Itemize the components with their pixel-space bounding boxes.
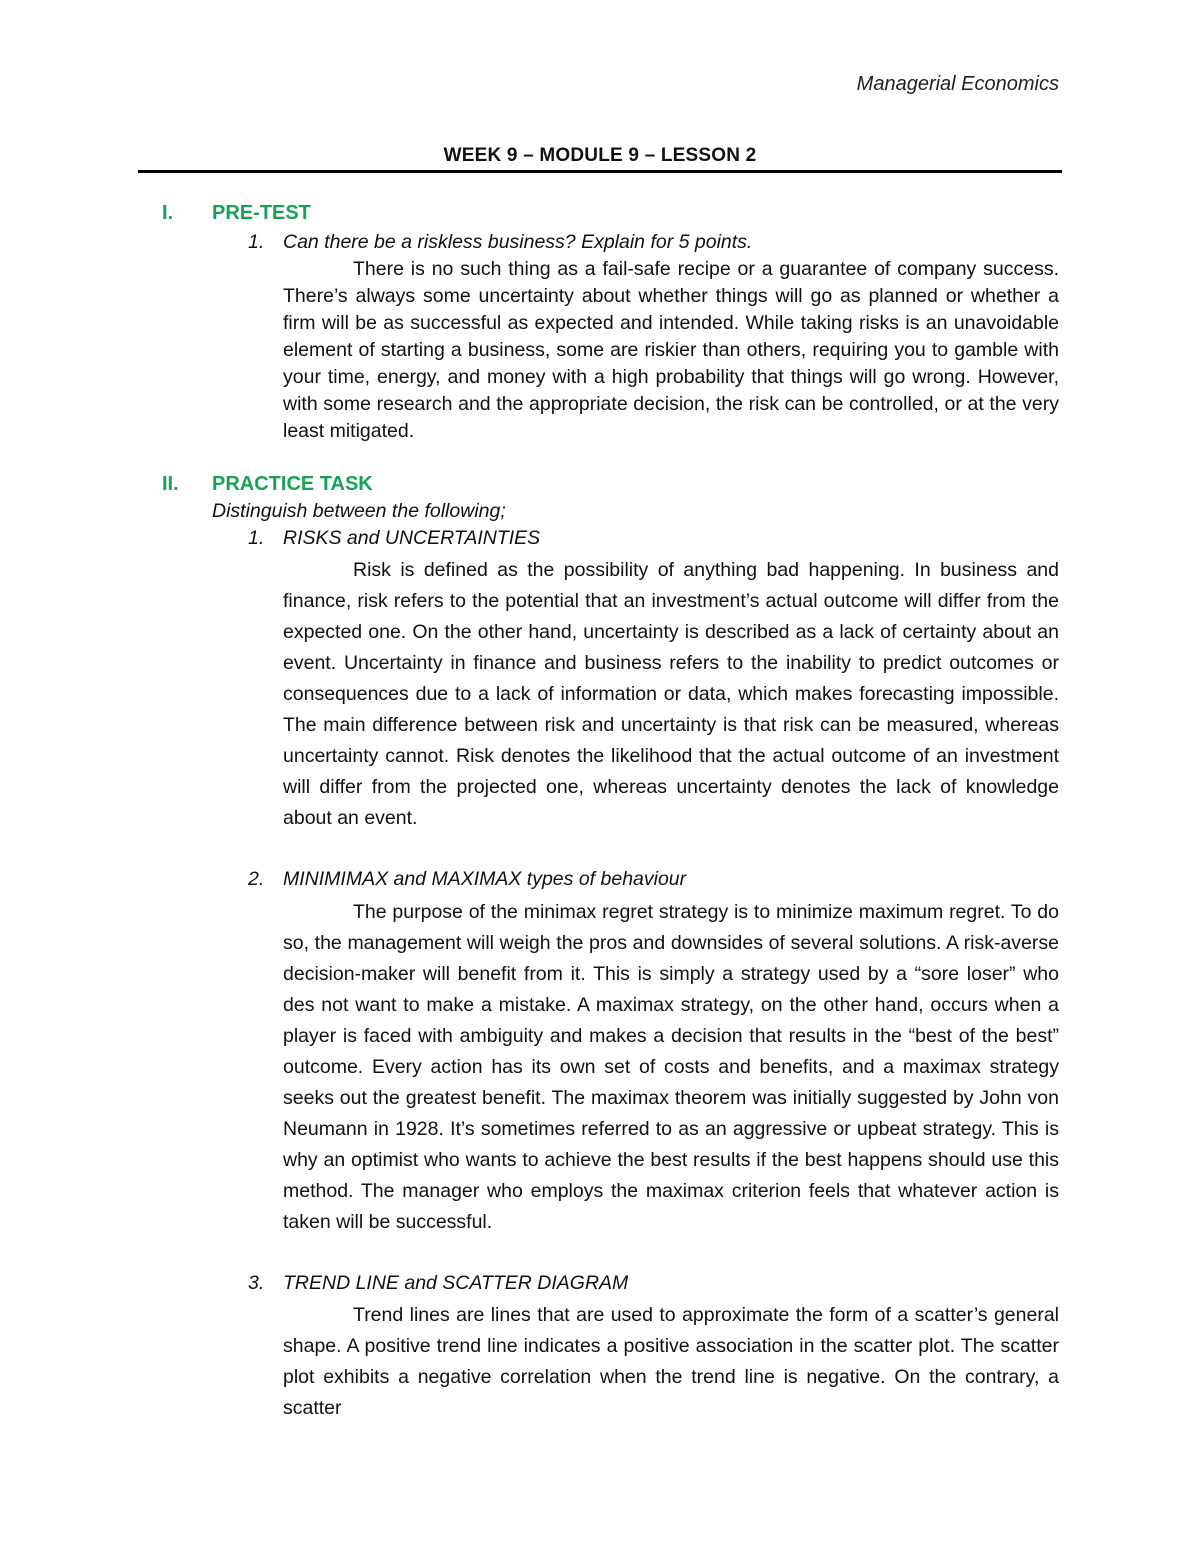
running-header: Managerial Economics bbox=[856, 73, 1059, 95]
title-underline-rule bbox=[138, 170, 1062, 173]
answer-pre-test-1: There is no such thing as a fail-safe recipe or a guarantee of company success. There’s always some uncertainty about whether things will go as planned or whether a firm will be as successful as expected and intended. While taking risks is an unavoidable element of starting a business, some are riskier than others, requiring you to gamble with your time, energy, and money with a high probability that things will go wrong. However, with some research and the appropriate decision, the risk can be controlled, or at the very least mitigated. bbox=[283, 258, 1059, 442]
question-text: RISKS and UNCERTAINTIES bbox=[283, 527, 541, 549]
answer-practice-1: Risk is defined as the possibility of anything bad happening. In business and finance, risk refers to the potential that an investment’s actual outcome will differ from the expected one. On the other hand, uncertainty is described as a lack of certainty about an event. Uncertainty in finance and business refers to the inability to predict outcomes or consequences due to a lack of information or data, which makes forecasting impossible. The main difference between risk and uncertainty is that risk can be measured, whereas uncertainty cannot. Risk denotes the likelihood that the actual outcome of an investment will differ from the projected one, whereas uncertainty denotes the lack of knowledge about an event. bbox=[283, 559, 1059, 829]
page-title: WEEK 9 – MODULE 9 – LESSON 2 bbox=[443, 145, 757, 166]
answer-practice-3: Trend lines are lines that are used to approximate the form of a scatter’s general shape. A positive trend line indicates a positive association in the scatter plot. The scatter plot exhibits a negative correlation when the trend line is negative. On the contrary, a scatter bbox=[283, 1304, 1059, 1419]
question-number: 3. bbox=[248, 1272, 265, 1294]
section-numeral: I. bbox=[162, 202, 174, 224]
question-text: Can there be a riskless business? Explain for 5 points. bbox=[283, 231, 753, 253]
question-number: 1. bbox=[248, 231, 265, 253]
question-number: 2. bbox=[248, 868, 265, 890]
question-number: 1. bbox=[248, 527, 265, 549]
section-title: PRACTICE TASK bbox=[212, 473, 373, 495]
answer-practice-2: The purpose of the minimax regret strategy is to minimize maximum regret. To do so, the management will weigh the pros and downsides of several solutions. A risk-averse decision-maker will benefit from it. This is simply a strategy used by a “sore loser” who des not want to make a mistake. A maximax strategy, on the other hand, occurs when a player is faced with ambiguity and makes a decision that results in the “best of the best” outcome. Every action has its own set of costs and benefits, and a maximax strategy seeks out the greatest benefit. The maximax theorem was initially suggested by John von Neumann in 1928. It’s sometimes referred to as an aggressive or upbeat strategy. This is why an optimist who wants to achieve the best results if the best happens should use this method. The manager who employs the maximax criterion feels that whatever action is taken will be successful. bbox=[283, 901, 1059, 1233]
section-instruction: Distinguish between the following; bbox=[212, 500, 506, 522]
question-text: TREND LINE and SCATTER DIAGRAM bbox=[283, 1272, 629, 1294]
section-numeral: II. bbox=[162, 473, 179, 495]
section-title: PRE-TEST bbox=[212, 202, 311, 224]
question-text: MINIMIMAX and MAXIMAX types of behaviour bbox=[283, 868, 687, 890]
